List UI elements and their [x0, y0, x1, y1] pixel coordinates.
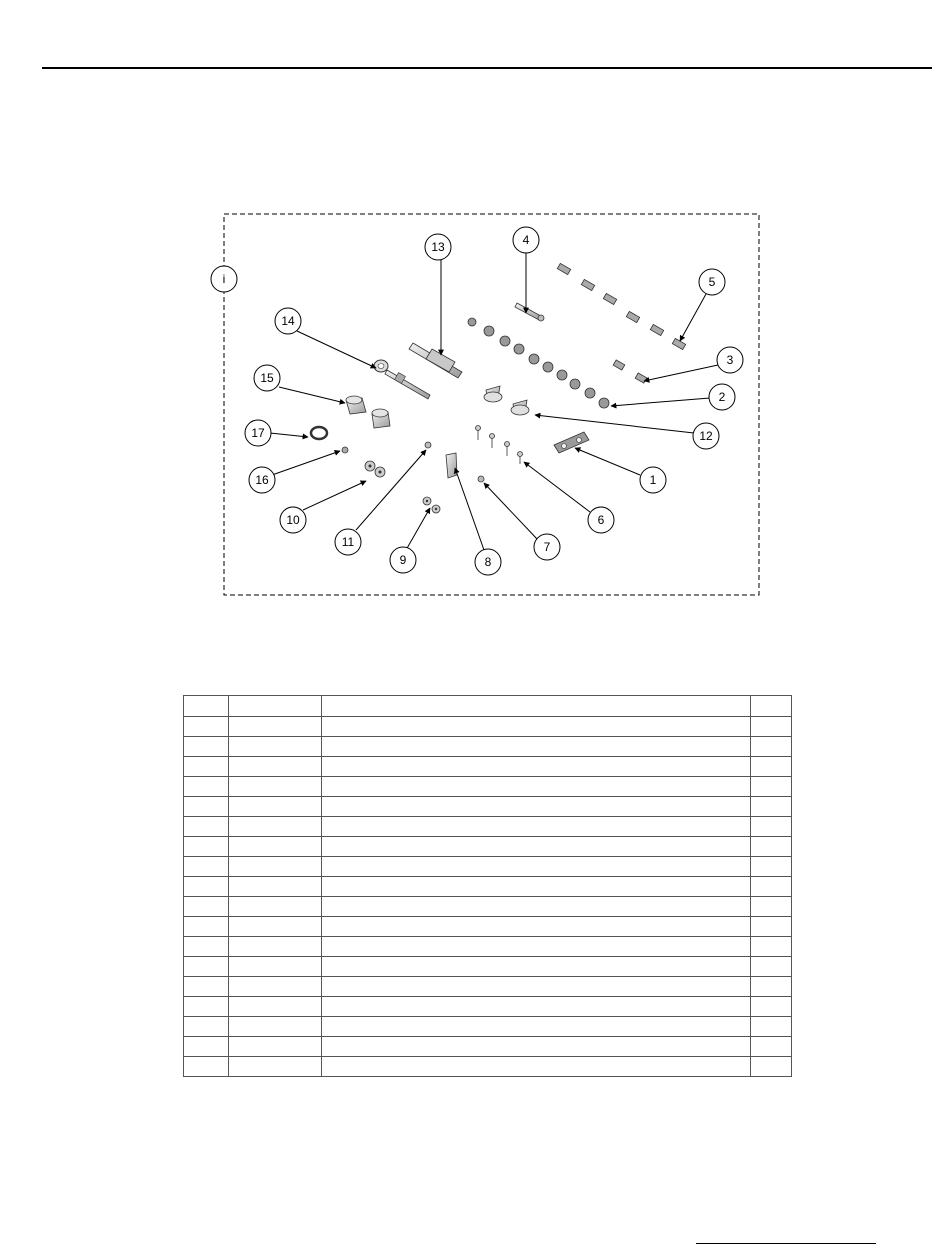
header-cell — [229, 696, 322, 717]
table-cell — [751, 917, 792, 937]
table-cell — [184, 937, 229, 957]
table-cell — [229, 977, 322, 997]
callout-17 — [245, 420, 271, 446]
callout-11 — [335, 529, 361, 555]
callout-15 — [254, 365, 280, 391]
table-cell — [322, 757, 751, 777]
table-cell — [322, 717, 751, 737]
svg-text:16: 16 — [255, 473, 269, 487]
svg-text:12: 12 — [699, 429, 713, 443]
table-header-row — [184, 696, 792, 717]
table-cell — [184, 1017, 229, 1037]
callout-9 — [390, 547, 416, 573]
table-cell — [229, 797, 322, 817]
table-cell — [322, 777, 751, 797]
table-cell — [229, 717, 322, 737]
table-cell — [751, 757, 792, 777]
table-cell — [322, 957, 751, 977]
table-row — [184, 1017, 792, 1037]
part-flanged-studs — [484, 386, 529, 415]
svg-text:17: 17 — [251, 426, 265, 440]
part-washers-10 — [365, 461, 385, 477]
table-cell — [322, 877, 751, 897]
part-7 — [478, 476, 484, 482]
table-cell — [229, 737, 322, 757]
table-cell — [322, 797, 751, 817]
callout-1 — [640, 467, 666, 493]
table-cell — [229, 1057, 322, 1077]
header-cell — [751, 696, 792, 717]
table-cell — [184, 757, 229, 777]
table-row — [184, 797, 792, 817]
table-cell — [184, 917, 229, 937]
table-cell — [751, 1037, 792, 1057]
table-cell — [322, 837, 751, 857]
table-row — [184, 977, 792, 997]
callout-13 — [425, 234, 451, 260]
parts-list-table — [183, 695, 792, 1077]
part-small-nut — [342, 447, 348, 453]
table-row — [184, 1037, 792, 1057]
table-cell — [184, 877, 229, 897]
table-row — [184, 937, 792, 957]
part-rod-end — [374, 360, 430, 399]
part-washers-9 — [423, 497, 440, 513]
svg-text:8: 8 — [484, 555, 492, 569]
callout-2 — [709, 384, 735, 410]
part-bushings — [346, 396, 390, 428]
part-screws-6 — [476, 426, 523, 465]
table-cell — [751, 1017, 792, 1037]
table-cell — [184, 957, 229, 977]
inset-label-i — [211, 266, 237, 292]
table-cell — [322, 997, 751, 1017]
callout-12 — [693, 423, 719, 449]
table-cell — [229, 1017, 322, 1037]
footer-rule — [696, 1243, 876, 1244]
table-cell — [751, 837, 792, 857]
table-cell — [751, 957, 792, 977]
table-cell — [751, 797, 792, 817]
header-cell — [322, 696, 751, 717]
svg-text:6: 6 — [597, 513, 605, 527]
callout-7 — [534, 534, 560, 560]
callout-6 — [588, 507, 614, 533]
table-cell — [184, 1057, 229, 1077]
callout-8 — [475, 549, 501, 575]
table-row — [184, 1057, 792, 1077]
svg-text:9: 9 — [399, 553, 407, 567]
part-bolts-3 — [613, 360, 647, 383]
table-row — [184, 897, 792, 917]
table-cell — [322, 977, 751, 997]
table-cell — [322, 1037, 751, 1057]
table-cell — [184, 837, 229, 857]
part-bolt-row — [557, 263, 685, 349]
svg-text:7: 7 — [543, 540, 551, 554]
svg-text:11: 11 — [341, 535, 355, 549]
callout-16 — [249, 467, 275, 493]
table-row — [184, 817, 792, 837]
table-cell — [184, 817, 229, 837]
table-cell — [229, 897, 322, 917]
callout-14 — [275, 308, 301, 334]
part-nut-11 — [425, 442, 431, 448]
svg-text:4: 4 — [522, 233, 530, 247]
table-cell — [751, 737, 792, 757]
diagram-frame — [224, 214, 759, 595]
table-cell — [322, 1057, 751, 1077]
table-cell — [184, 1037, 229, 1057]
table-cell — [322, 1017, 751, 1037]
table-cell — [229, 917, 322, 937]
table-row — [184, 777, 792, 797]
callout-3 — [717, 347, 743, 373]
table-cell — [322, 897, 751, 917]
table-cell — [229, 937, 322, 957]
part-o-ring — [311, 427, 327, 439]
table-cell — [229, 877, 322, 897]
part-plate — [554, 432, 589, 453]
svg-text:2: 2 — [718, 390, 726, 404]
table-cell — [229, 757, 322, 777]
table-cell — [751, 977, 792, 997]
table-row — [184, 877, 792, 897]
table-cell — [184, 777, 229, 797]
table-cell — [751, 877, 792, 897]
callout-10 — [280, 507, 306, 533]
callout-4 — [513, 227, 539, 253]
header-cell — [184, 696, 229, 717]
table-cell — [751, 857, 792, 877]
table-row — [184, 737, 792, 757]
svg-text:i: i — [222, 272, 226, 286]
table-cell — [184, 717, 229, 737]
table-cell — [751, 1057, 792, 1077]
table-cell — [751, 817, 792, 837]
table-cell — [229, 817, 322, 837]
table-cell — [184, 997, 229, 1017]
table-row — [184, 997, 792, 1017]
table-cell — [751, 997, 792, 1017]
svg-text:15: 15 — [260, 371, 274, 385]
table-cell — [184, 857, 229, 877]
table-row — [184, 837, 792, 857]
part-pin — [515, 303, 544, 321]
table-cell — [184, 977, 229, 997]
table-cell — [184, 897, 229, 917]
table-cell — [229, 957, 322, 977]
table-cell — [751, 937, 792, 957]
table-cell — [229, 997, 322, 1017]
svg-text:1: 1 — [649, 473, 657, 487]
table-cell — [322, 937, 751, 957]
svg-text:3: 3 — [726, 353, 734, 367]
part-bracket — [446, 453, 457, 478]
table-cell — [322, 817, 751, 837]
table-row — [184, 917, 792, 937]
table-cell — [229, 777, 322, 797]
table-cell — [751, 897, 792, 917]
svg-text:5: 5 — [708, 275, 716, 289]
table-row — [184, 757, 792, 777]
table-cell — [322, 737, 751, 757]
table-cell — [184, 737, 229, 757]
table-cell — [229, 837, 322, 857]
svg-text:14: 14 — [281, 314, 295, 328]
table-row — [184, 957, 792, 977]
table-row — [184, 717, 792, 737]
table-cell — [322, 857, 751, 877]
table-cell — [229, 1037, 322, 1057]
svg-text:10: 10 — [286, 513, 300, 527]
table-cell — [751, 777, 792, 797]
table-cell — [322, 917, 751, 937]
part-shaft — [409, 343, 462, 378]
callout-5 — [699, 269, 725, 295]
table-row — [184, 857, 792, 877]
table-cell — [229, 857, 322, 877]
table-cell — [751, 717, 792, 737]
svg-text:13: 13 — [431, 240, 445, 254]
table-cell — [184, 797, 229, 817]
